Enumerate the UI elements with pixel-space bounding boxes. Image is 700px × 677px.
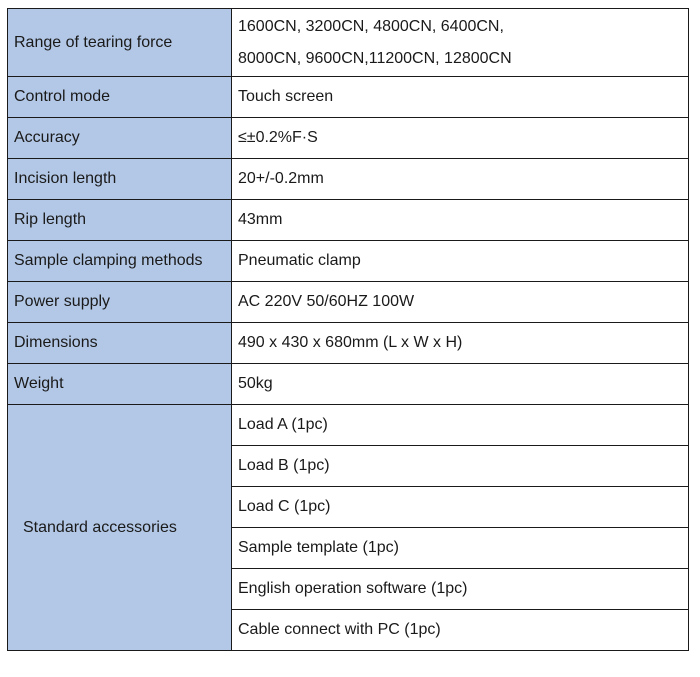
accessory-item: Load A (1pc)	[232, 405, 689, 446]
spec-label: Range of tearing force	[8, 9, 232, 77]
spec-value: Pneumatic clamp	[232, 241, 689, 282]
accessories-label: Standard accessories	[8, 405, 232, 651]
accessory-row	[8, 405, 689, 446]
spec-label: Power supply	[8, 282, 232, 323]
accessory-item: English operation software (1pc)	[232, 569, 689, 610]
spec-value: 490 x 430 x 680mm (L x W x H)	[232, 323, 689, 364]
spec-value: 20+/-0.2mm	[232, 159, 689, 200]
spec-value: ≤±0.2%F·S	[232, 118, 689, 159]
spec-label: Control mode	[8, 77, 232, 118]
spec-label: Rip length	[8, 200, 232, 241]
specification-table	[7, 8, 689, 651]
spec-value	[232, 9, 689, 77]
spec-value: AC 220V 50/60HZ 100W	[232, 282, 689, 323]
accessory-item: Load B (1pc)	[232, 446, 689, 487]
spec-row-rip-length	[8, 200, 689, 241]
accessory-item: Sample template (1pc)	[232, 528, 689, 569]
spec-label: Sample clamping methods	[8, 241, 232, 282]
accessory-item: Load C (1pc)	[232, 487, 689, 528]
spec-row-incision-length	[8, 159, 689, 200]
spec-value: 43mm	[232, 200, 689, 241]
spec-value-line: 1600CN, 3200CN, 4800CN, 6400CN,	[238, 17, 504, 35]
spec-row-accuracy	[8, 118, 689, 159]
spec-row-clamping-methods	[8, 241, 689, 282]
spec-label: Incision length	[8, 159, 232, 200]
spec-row-power-supply	[8, 282, 689, 323]
spec-row-control-mode	[8, 77, 689, 118]
spec-row-tearing-force	[8, 9, 689, 77]
spec-label: Accuracy	[8, 118, 232, 159]
spec-value: Touch screen	[232, 77, 689, 118]
spec-value: 50kg	[232, 364, 689, 405]
spec-label: Dimensions	[8, 323, 232, 364]
spec-row-dimensions	[8, 323, 689, 364]
spec-value-line: 8000CN, 9600CN,11200CN, 12800CN	[238, 49, 512, 67]
spec-label: Weight	[8, 364, 232, 405]
accessory-item: Cable connect with PC (1pc)	[232, 610, 689, 651]
spec-row-weight	[8, 364, 689, 405]
